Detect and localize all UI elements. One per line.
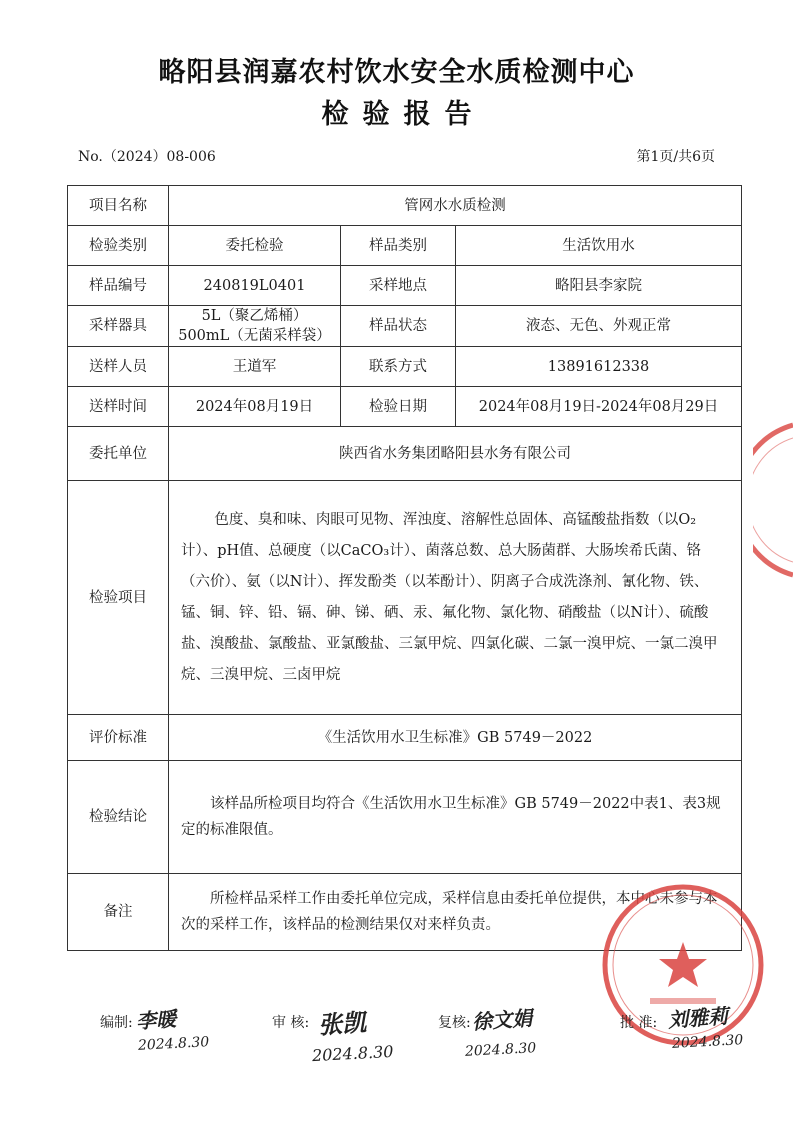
report-title: 检验报告 [321,99,486,130]
review-signature: 张凯 [317,1007,368,1040]
sample-type-value: 生活饮用水 [456,226,742,266]
sample-no-value: 240819L0401 [169,266,341,306]
row-dates [68,387,742,427]
row-project-name [68,186,742,226]
sample-state-value: 液态、无色、外观正常 [456,306,742,347]
project-name-value: 管网水水质检测 [169,186,742,226]
row-sample-no [68,266,742,306]
items-label: 检验项目 [68,481,169,715]
report-org-title: 略阳县润嘉农村饮水安全水质检测中心 [158,57,635,88]
row-items [68,481,742,715]
prepared-date: 2024.8.30 [137,1034,210,1054]
project-name-label: 项目名称 [68,186,169,226]
sampler-value [169,306,341,347]
approve-signature: 刘雅莉 [667,1003,729,1033]
inspection-date-label: 检验日期 [341,387,456,427]
sender-label: 送样人员 [68,347,169,387]
sampling-location-value: 略阳县李家院 [456,266,742,306]
client-label: 委托单位 [68,427,169,481]
row-standard [68,715,742,761]
row-sampler [68,306,742,347]
contact-value: 13891612338 [456,347,742,387]
inspection-type-label: 检验类别 [68,226,169,266]
sampler-value-line-1: 5L（聚乙烯桶） [201,308,308,324]
row-conclusion [68,761,742,874]
sampler-label: 采样器具 [68,306,169,347]
prepared-label: 编制: [100,1015,133,1031]
page-info: 第1页/共6页 [636,149,715,165]
inspection-type-value: 委托检验 [169,226,341,266]
sampling-location-label: 采样地点 [341,266,456,306]
report-table [67,185,742,951]
report-number: No.（2024）08-006 [78,149,216,165]
conclusion-value: 该样品所检项目均符合《生活饮用水卫生标准》GB 5749－2022中表1、表3规定的标准限值。 [169,761,742,874]
client-value: 陕西省水务集团略阳县水务有限公司 [169,427,742,481]
sample-no-label: 样品编号 [68,266,169,306]
inspection-date-value: 2024年08月19日-2024年08月29日 [456,387,742,427]
standard-label: 评价标准 [68,715,169,761]
conclusion-label: 检验结论 [68,761,169,874]
notes-value: 所检样品采样工作由委托单位完成，采样信息由委托单位提供，本中心未参与本次的采样工作，该样品的检测结果仅对来样负责。 [169,874,742,951]
recheck-date: 2024.8.30 [464,1040,537,1060]
items-value: 色度、臭和味、肉眼可见物、浑浊度、溶解性总固体、高锰酸盐指数（以O₂计）、pH值、总硬度（以CaCO₃计）、菌落总数、总大肠菌群、大肠埃希氏菌、铬（六价）、氨（以N计）、挥发酚类（以苯酚计）、阴离子合成洗涤剂、氰化物、铁、锰、铜、锌、铅、镉、砷、锑、硒、汞、氟化物、氯化物、硝酸盐（以N计）、硫酸盐、溴酸盐、氯酸盐、亚氯酸盐、三氯甲烷、四氯化碳、二氯一溴甲烷、一氯二溴甲烷、三溴甲烷、三卤甲烷 [169,481,742,715]
row-inspection-type [68,226,742,266]
row-sender [68,347,742,387]
sender-value: 王道军 [169,347,341,387]
approve-date: 2024.8.30 [671,1032,744,1052]
prepared-signature: 李暖 [135,1006,177,1034]
review-date: 2024.8.30 [311,1041,394,1066]
approve-label: 批 准: [620,1015,658,1031]
review-label: 审 核: [272,1015,310,1031]
sampler-value-line-2: 500mL（无菌采样袋） [178,328,331,344]
send-time-value: 2024年08月19日 [169,387,341,427]
row-client [68,427,742,481]
sample-type-label: 样品类别 [341,226,456,266]
contact-label: 联系方式 [341,347,456,387]
seam-seal-icon [753,420,793,580]
recheck-label: 复核: [438,1015,471,1031]
notes-label: 备注 [68,874,169,951]
standard-value: 《生活饮用水卫生标准》GB 5749－2022 [169,715,742,761]
recheck-signature: 徐文娟 [471,1005,533,1035]
sample-state-label: 样品状态 [341,306,456,347]
send-time-label: 送样时间 [68,387,169,427]
